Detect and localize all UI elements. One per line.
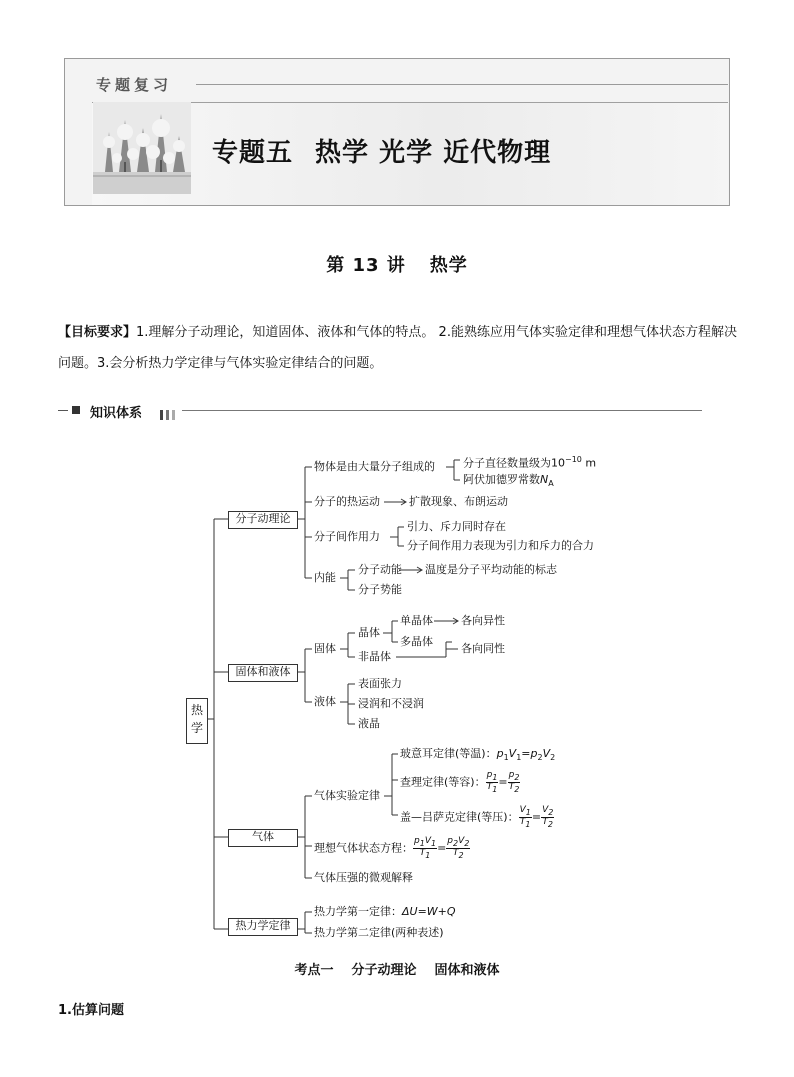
- node-ideal-gas: 理想气体状态方程： $\frac{p_1V_1}{T_1}$ = $\frac{p_2V_2}{T_2}$: [314, 836, 470, 860]
- node-gay-lussac: 盖—吕萨克定律(等压)： $\frac{V_1}{T_1}$ = $\frac{V_2}{T_2}$: [400, 805, 554, 829]
- node-thermo: 热力学定律: [228, 918, 298, 936]
- node-lc: 液晶: [358, 717, 380, 730]
- node-amorphous: 非晶体: [358, 650, 391, 663]
- node-force-b: 分子间作用力表现为引力和斥力的合力: [407, 539, 594, 552]
- node-isotropy: 各向同性: [461, 642, 505, 655]
- topic-heading: [0, 959, 794, 978]
- node-kinetic: 分子动能: [358, 563, 402, 576]
- node-force-a: 引力、斥力同时存在: [407, 520, 506, 533]
- node-motion: 分子的热运动: [314, 495, 380, 508]
- node-diameter: 分子直径数量级为$10^{-10}$ m: [463, 455, 597, 470]
- node-gas-pressure: 气体压强的微观解释: [314, 871, 413, 884]
- node-gas: 气体: [228, 829, 298, 847]
- node-first-law: 热力学第一定律：ΔU=W+Q: [314, 905, 456, 918]
- goal-tag: 【目标要求】: [58, 325, 137, 340]
- topic-part3: 固体和液体: [434, 963, 500, 978]
- node-surface: 表面张力: [358, 677, 402, 690]
- node-liquid: 液体: [314, 695, 336, 708]
- banner-title-part2: 热学 光学 近代物理: [315, 138, 552, 168]
- goal-text: 1.理解分子动理论，知道固体、液体和气体的特点。 2.能熟练应用气体实验定律和理想气体状态方程解决问题。3.会分析热力学定律与气体实验定律结合的问题。: [58, 325, 737, 371]
- node-force: 分子间作用力: [314, 530, 380, 543]
- node-energy: 内能: [314, 571, 336, 584]
- section-title: 知识体系: [90, 406, 143, 421]
- node-solid: 固体: [314, 642, 336, 655]
- node-charles: 查理定律(等容)： $\frac{p_1}{T_1}$ = $\frac{p_2}{T_2}$: [400, 770, 520, 794]
- node-potential: 分子势能: [358, 583, 402, 596]
- node-second-law: 热力学第二定律(两种表述): [314, 926, 444, 939]
- node-molecular: 分子动理论: [228, 511, 298, 529]
- node-gas-laws: 气体实验定律: [314, 789, 380, 802]
- tree-root: 热学: [186, 698, 208, 744]
- node-anisotropy: 各向异性: [461, 614, 505, 627]
- banner-label: 专题复习: [96, 76, 173, 94]
- node-composed: 物体是由大量分子组成的: [314, 460, 435, 473]
- lecture-name: 热学: [429, 255, 468, 276]
- node-avogadro: 阿伏加德罗常数$N_A$: [463, 473, 554, 489]
- banner-title-part1: 专题五: [212, 138, 294, 168]
- topic-part1: 考点一: [294, 963, 334, 978]
- node-wetting: 浸润和不浸润: [358, 697, 424, 710]
- node-crystal: 晶体: [358, 626, 380, 639]
- node-boyle: 玻意耳定律(等温)：$p_1V_1=p_2V_2$: [400, 747, 556, 763]
- node-poly: 多晶体: [400, 635, 433, 648]
- node-motion-result: 扩散现象、布朗运动: [409, 495, 508, 508]
- node-solid-liquid: 固体和液体: [228, 664, 298, 682]
- node-kinetic-result: 温度是分子平均动能的标志: [425, 563, 557, 576]
- topic-part2: 分子动理论: [351, 963, 417, 978]
- node-single: 单晶体: [400, 614, 433, 627]
- subsection-heading: 1.估算问题: [58, 1003, 124, 1018]
- lecture-number: 第 13 讲: [326, 255, 406, 276]
